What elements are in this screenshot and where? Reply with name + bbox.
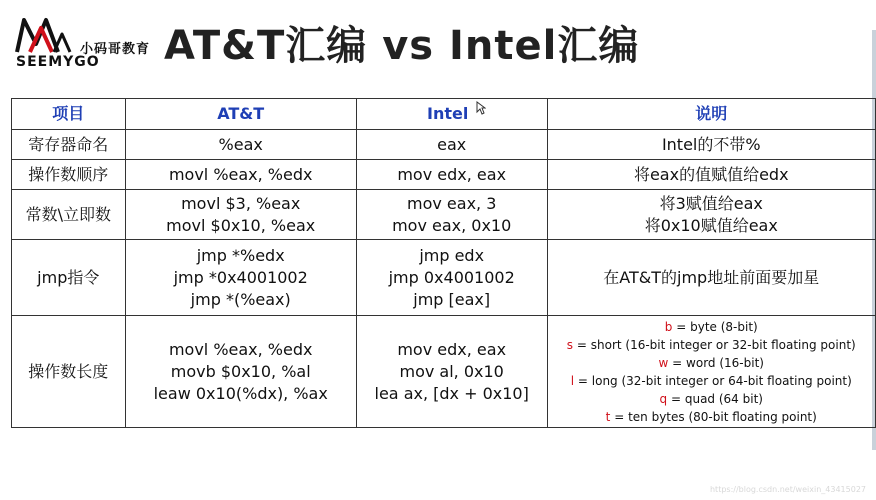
note-line: Intel的不带% [661,134,761,154]
code-line: jmp [eax] [413,289,491,309]
size-text: = word (16-bit) [668,355,764,370]
code-line: mov edx, eax [397,164,507,184]
size-text: = long (32-bit integer or 64-bit floating point) [574,373,852,388]
size-line [548,390,875,408]
slide-title: AT&T汇编 vs Intel汇编 [164,23,640,69]
row-att [125,130,356,160]
table-row [12,130,876,160]
size-key: b [664,319,673,334]
row-item: 操作数顺序 [12,160,126,190]
table-row [12,240,876,316]
slide-header [0,0,876,90]
code-line: mov eax, 0x10 [392,215,512,235]
code-line: movl %eax, %edx [168,164,313,184]
logo [14,16,154,68]
table-row [12,316,876,428]
note-line: 将3赋值给eax [659,193,763,213]
row-intel [356,130,547,160]
header-note: 说明 [547,99,875,130]
size-text: = byte (8-bit) [672,319,758,334]
row-intel [356,190,547,240]
row-note [547,190,875,240]
code-line: lea ax, [dx + 0x10] [374,383,529,403]
code-line: mov al, 0x10 [399,361,504,381]
code-line: mov edx, eax [397,339,507,359]
code-line: jmp *%edx [196,245,285,265]
size-line [548,408,875,426]
note-line: 在AT&T的jmp地址前面要加星 [603,267,820,287]
size-text: = ten bytes (80-bit floating point) [610,409,817,424]
size-text: = quad (64 bit) [667,391,763,406]
row-note [547,240,875,316]
code-line: jmp *(%eax) [190,289,291,309]
table-row [12,190,876,240]
row-note [547,160,875,190]
code-line: eax [437,134,467,154]
row-att [125,190,356,240]
note-line: 将eax的值赋值给edx [633,164,789,184]
code-line: %eax [218,134,263,154]
code-line: movl $3, %eax [181,193,301,213]
logo-english-text: SEEMYGO [16,54,100,70]
row-item: 操作数长度 [12,316,126,428]
watermark: https://blog.csdn.net/weixin_43415027 [709,485,866,494]
row-att [125,160,356,190]
row-item: 寄存器命名 [12,130,126,160]
code-line: jmp edx [419,245,485,265]
comparison-table [11,98,876,428]
code-line: movb $0x10, %al [170,361,311,381]
note-line: 将0x10赋值给eax [644,215,778,235]
size-key: s [566,337,574,352]
size-text: = short (16-bit integer or 32-bit floating point) [573,337,856,352]
size-line [548,318,875,336]
row-att [125,316,356,428]
code-line: mov eax, 3 [406,193,497,213]
size-key: t [605,409,611,424]
header-intel [356,99,547,130]
size-key: q [659,391,668,406]
table-header-row [12,99,876,130]
size-key: l [570,373,575,388]
code-line: movl %eax, %edx [168,339,313,359]
size-key: w [658,355,669,370]
row-intel [356,316,547,428]
code-line: jmp 0x4001002 [388,267,515,287]
size-line [548,372,875,390]
row-note-sizes [547,316,875,428]
code-line: jmp *0x4001002 [173,267,308,287]
row-note [547,130,875,160]
size-line [548,354,875,372]
row-item: jmp指令 [12,240,126,316]
logo-chinese-text: 小码哥教育 [80,42,151,57]
header-intel-label: Intel [427,104,469,123]
row-item: 常数\立即数 [12,190,126,240]
code-line: movl $0x10, %eax [166,215,316,235]
logo-icon [14,16,74,56]
header-item: 项目 [12,99,126,130]
row-intel [356,160,547,190]
row-intel [356,240,547,316]
table-row [12,160,876,190]
code-line: leaw 0x10(%dx), %ax [153,383,328,403]
header-att: AT&T [125,99,356,130]
row-att [125,240,356,316]
size-line [548,336,875,354]
